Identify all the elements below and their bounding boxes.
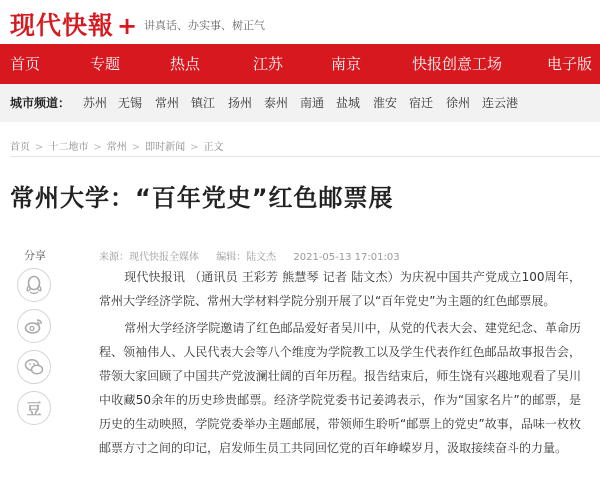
breadcrumb-home[interactable]: 首页 <box>10 142 30 153</box>
city-link-lianyungang[interactable]: 连云港 <box>482 96 519 110</box>
city-link-taizhou[interactable]: 泰州 <box>264 96 289 110</box>
share-label: 分享 <box>24 249 46 262</box>
breadcrumb-separator: > <box>131 142 141 153</box>
breadcrumb <box>10 138 224 153</box>
nav-item-epaper[interactable]: 电子版 <box>547 55 593 73</box>
article-time: 2021-05-13 17:01:03 <box>293 252 400 263</box>
article-meta <box>99 248 414 263</box>
city-link-changzhou[interactable]: 常州 <box>155 96 180 110</box>
article-body <box>99 265 581 463</box>
logo-text: 现代快報 <box>10 11 115 40</box>
breadcrumb-separator: > <box>190 142 199 153</box>
breadcrumb-changzhou[interactable]: 常州 <box>106 142 127 153</box>
breadcrumb-separator: > <box>93 142 102 153</box>
share-wechat-button[interactable] <box>17 350 51 384</box>
city-link-xuzhou[interactable]: 徐州 <box>446 96 471 110</box>
city-link-nantong[interactable]: 南通 <box>300 96 325 110</box>
nav-item-nanjing[interactable]: 南京 <box>331 55 362 73</box>
nav-item-hot[interactable]: 热点 <box>170 55 201 73</box>
city-link-huaian[interactable]: 淮安 <box>373 96 398 110</box>
city-link-suqian[interactable]: 宿迁 <box>409 96 434 110</box>
site-header <box>0 0 600 42</box>
site-logo[interactable] <box>10 6 137 42</box>
city-link-yangzhou[interactable]: 扬州 <box>228 96 253 110</box>
site-slogan: 讲真话、办实事、树正气 <box>144 19 265 32</box>
main-nav <box>0 44 600 84</box>
article-source: 来源：现代快报全媒体 <box>99 252 199 263</box>
nav-item-home[interactable]: 首页 <box>10 55 41 73</box>
breadcrumb-current: 正文 <box>203 142 224 153</box>
nav-item-topics[interactable]: 专题 <box>90 55 121 73</box>
nav-item-jiangsu[interactable]: 江苏 <box>253 55 284 73</box>
nav-item-creative[interactable]: 快报创意工场 <box>412 55 503 73</box>
breadcrumb-cities[interactable]: 十二地市 <box>48 142 89 153</box>
city-link-suzhou[interactable]: 苏州 <box>83 96 108 110</box>
weibo-icon <box>24 317 44 335</box>
city-channel-label: 城市频道： <box>10 96 71 110</box>
breadcrumb-divider <box>10 156 600 157</box>
wechat-icon <box>24 358 44 376</box>
share-weibo-button[interactable] <box>17 309 51 343</box>
article-paragraph: 常州大学经济学院邀请了红色邮品爱好者吴川中，从党的代表大会、建党纪念、革命历程、领袖伟人、人民代表大会等八个维度为学院教工以及学生代表作红色邮品故事报告会，带领大家回顾了中国共产党波澜壮阔的百年历程。报告结束后，师生饶有兴趣地观看了吴川中收藏50余年的历史珍贵邮票。经济学院党委书记姜鸿表示，作为“国家名片”的邮票，是历史的生动映照，学院党委举办主题邮展，带领师生聆听“邮票上的党史”故事，品味一枚枚邮票方寸之间的印记，启发师生员工共同回忆党的百年峥嵘岁月，汲取接续奋斗的力量。 <box>99 321 581 455</box>
city-link-zhenjiang[interactable]: 镇江 <box>191 96 216 110</box>
city-link-yancheng[interactable]: 盐城 <box>336 96 361 110</box>
breadcrumb-separator: > <box>35 142 44 153</box>
logo-plus-icon: + <box>117 12 138 40</box>
share-douban-button[interactable] <box>17 391 51 425</box>
qq-icon <box>25 275 43 295</box>
article-title: 常州大学：“百年党史”红色邮票展 <box>10 184 394 212</box>
share-qq-button[interactable] <box>17 268 51 302</box>
article-editor: 编辑：陆文杰 <box>216 252 277 263</box>
breadcrumb-news[interactable]: 即时新闻 <box>145 142 186 153</box>
city-channel-bar <box>0 84 600 122</box>
article-paragraph: 现代快报讯 （通讯员 王彩芳 熊慧琴 记者 陆文杰）为庆祝中国共产党成立100周年，常州大学经济学院、常州大学材料学院分别开展了以“百年党史”为主题的红色邮票展。 <box>99 270 581 308</box>
douban-icon: 豆 <box>26 399 42 418</box>
city-link-wuxi[interactable]: 无锡 <box>118 96 143 110</box>
